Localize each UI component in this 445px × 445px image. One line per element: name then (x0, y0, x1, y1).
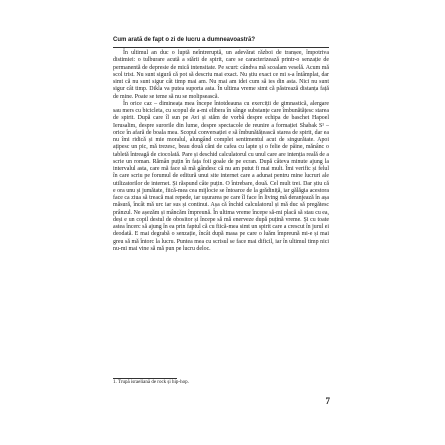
body-paragraph: În ultimul an duc o luptă neîntreruptă, un adevărat război de tranșee, împotriva distimiei: o tulburare acută a stării de spirit, care se caracterizează printr-o senzație de permanentă de depresie de mică intensitate. Pe scurt: cândva mă scoalam veselă. Acum mă scol trist. Nu sunt sigură că pot să descriu mai exact. Nu știu exact ce mi s-a întâmplat, dar simt că nu sunt sigur cât timp mai am. Nu mai am idei cum să ies din asta. Nici nu sunt sigur cât timp. Dikla va putea suporta asta. În ultima vreme simt că păstrează distanța față de mine. Poate se teme să nu se molipsească. (113, 50, 329, 100)
section-title: Cum arată de fapt o zi de lucru a dumneavoastră? (113, 37, 256, 43)
footnote-divider (113, 378, 177, 379)
title-divider (113, 47, 329, 48)
page-number: 7 (325, 396, 330, 406)
body-paragraph: În orice caz – dimineața mea începe întotdeauna cu exerciții de gimnastică, alergare sau mers cu bicicleta, cu scopul de a-mi elibera în sânge substanțe care îmbunătățesc starea de spirit. După care îl sun pe Avi și stăm de vorbă despre echipa de baschet Hapoel Ierusalim, despre surorile din lume, despre spectacole de reunire a formației Shabak S¹ – orice în afară de boala mea. Scopul conversației e să îmbunătățească starea de spirit, dar ea nu îmi ridică și mie moralul, alungând complet sentimentul acut de singurătate. Apoi ațipesc un pic, mă trezesc, beau două căni de cafea cu lapte și o felie de pâine, mănânc o tabletă întreagă de ciocolată. Pare și deschid calculatorul cu unul care are intenția reală de a scrie un roman. Rămân puțin în fața foii goale de pe ecran. După câteva minute ajung la intervalul asta, care mă face să mă gândesc că nu am putut fi mai mult. Îmi verific și felul în care scriu pe forumul de editură unui site internet care a adunat pentru mine lucruri ale utilizatorilor de internet. Și răspund câte puțin. O întrebare, două. Cel mult trei. Dar știu că e ora unu și jumătate, fiică-mea cea mijlocie se întoarce de la grădiniță, iar gălăgia acestora face ca ziua să treacă mai repede, iar ușurarea pe care îl face în living mă deranjează în așa măsură, încât mă urc iar sus și continui. Așa că închid calculatorul și mă duc să pregătesc prânzul. Ne așezăm și mâncăm împreună. În ultima vreme începe să-mi placă să stau cu ea, deși e un copil destul de obositor și începe să mă enerveze după puțină vreme. Și cu toate astea încerc să ajung în ea prin faptul că cu fiică-mea simt un spirit care a crescut în jurul ei deodată. E mai degrabă o senzație, încât după masa pe care o luăm împreună mi-e și mai greu să mă întorc la lucru. Puntea mea cu scrisul se face mai dificil, iar în ultimul timp nici nu-mi mai vine să mă pun pe lucru deloc. (113, 100, 329, 252)
footnote: 1. Trupă israeliană de rock și hip-hop. (113, 380, 189, 385)
body-text (113, 50, 329, 253)
